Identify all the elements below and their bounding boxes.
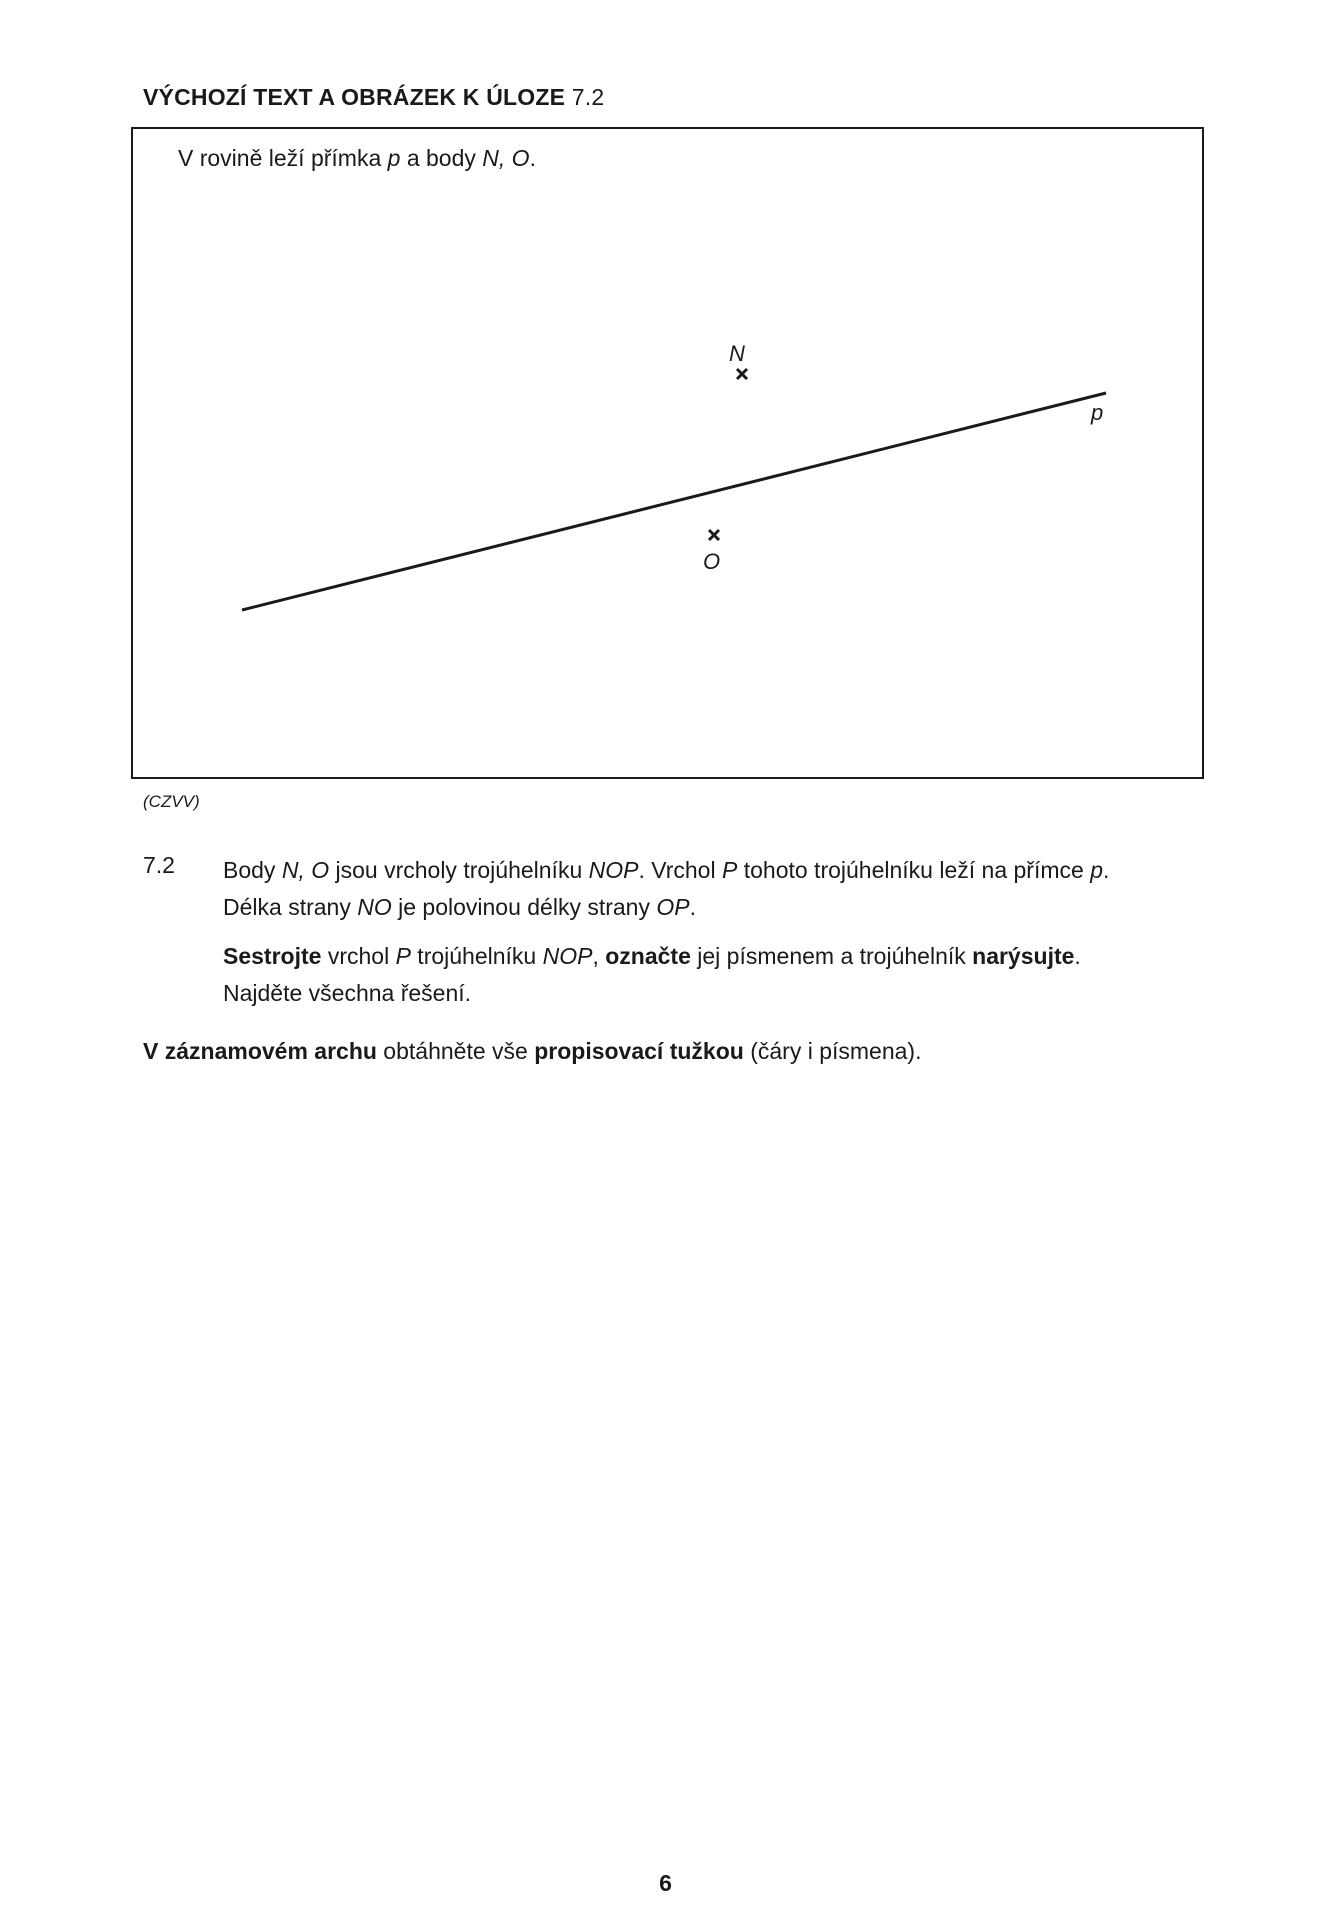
heading-title: VÝCHOZÍ TEXT A OBRÁZEK K ÚLOZE xyxy=(143,84,566,110)
task-body xyxy=(223,852,1223,1012)
math: NOP xyxy=(542,943,593,969)
text: . xyxy=(1103,857,1110,883)
text: Najděte všechna řešení. xyxy=(223,980,472,1006)
figure-box xyxy=(131,127,1204,779)
source-note: (CZVV) xyxy=(143,792,200,811)
intro-points: N, O xyxy=(482,145,530,171)
math: NOP xyxy=(588,857,639,883)
emph: V záznamovém archu xyxy=(143,1038,377,1064)
point-N-marker xyxy=(737,369,747,379)
page-number: 6 xyxy=(659,1870,672,1896)
emph: propisovací tužkou xyxy=(534,1038,744,1064)
math: p xyxy=(1090,857,1103,883)
text: vrchol xyxy=(321,943,396,969)
text: (čáry i písmena). xyxy=(743,1038,922,1064)
task-instructions xyxy=(223,938,1223,1012)
intro-line-p: p xyxy=(387,145,401,171)
text: trojúhelníku xyxy=(410,943,543,969)
text: Délka strany xyxy=(223,894,358,920)
text: je polovinou délky strany xyxy=(391,894,657,920)
math: OP xyxy=(656,894,690,920)
task-statement xyxy=(223,852,1223,926)
label-O: O xyxy=(703,549,721,574)
section-heading xyxy=(143,84,604,111)
text: Body xyxy=(223,857,282,883)
intro-text: V rovině leží přímka xyxy=(178,145,388,171)
text: jej písmenem a trojúhelník xyxy=(690,943,973,969)
math: NO xyxy=(357,894,392,920)
text: obtáhněte vše xyxy=(376,1038,535,1064)
text: , xyxy=(592,943,606,969)
math: P xyxy=(395,943,411,969)
text: . xyxy=(689,894,696,920)
text: . Vrchol xyxy=(638,857,722,883)
line-p xyxy=(242,393,1106,610)
intro-text: a body xyxy=(400,145,483,171)
emph: označte xyxy=(605,943,691,969)
emph: narýsujte xyxy=(972,943,1075,969)
text: jsou vrcholy trojúhelníku xyxy=(329,857,589,883)
emph: Sestrojte xyxy=(223,943,322,969)
text: tohoto trojúhelníku leží na přímce xyxy=(737,857,1091,883)
math: N, O xyxy=(281,857,330,883)
task-number: 7.2 xyxy=(143,852,175,878)
answer-sheet-note xyxy=(143,1038,921,1065)
math: P xyxy=(721,857,738,883)
intro-text: . xyxy=(529,145,536,171)
heading-number: 7.2 xyxy=(571,84,605,110)
point-O-marker xyxy=(709,530,719,540)
text: . xyxy=(1074,943,1081,969)
geometry-figure xyxy=(133,129,1202,777)
label-p: p xyxy=(1091,400,1104,425)
label-N: N xyxy=(729,341,745,366)
